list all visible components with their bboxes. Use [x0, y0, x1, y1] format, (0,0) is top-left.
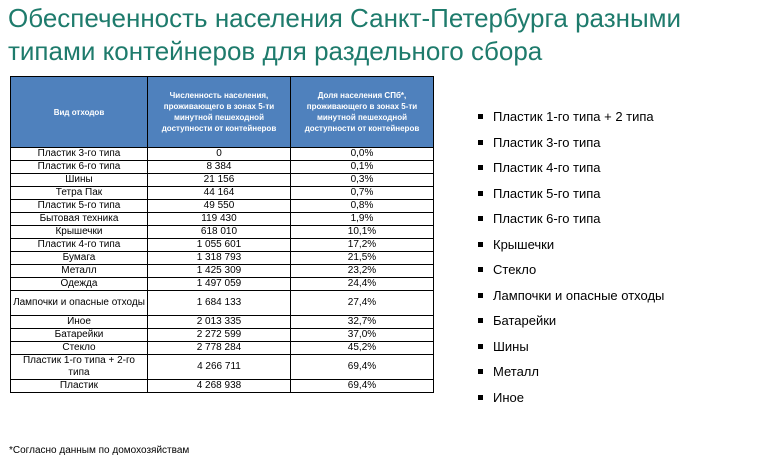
list-item-label: Батарейки: [493, 313, 557, 328]
cell-waste-type: Одежда: [11, 278, 148, 291]
bullet-icon: [478, 369, 483, 374]
bullet-icon: [478, 344, 483, 349]
table-row: [11, 174, 434, 187]
cell-population: 1 684 133: [147, 291, 290, 316]
table-header-row: [11, 77, 434, 148]
cell-population: 2 013 335: [147, 316, 290, 329]
bullet-icon: [478, 191, 483, 196]
cell-waste-type: Пластик 4-го типа: [11, 239, 148, 252]
header-share: Доля населения СПб*, проживающего в зонах 5-ти минутной пешеходной доступности от контейнеров: [290, 77, 433, 148]
bullet-icon: [478, 242, 483, 247]
cell-share: 0,8%: [290, 200, 433, 213]
cell-waste-type: Бытовая техника: [11, 213, 148, 226]
cell-waste-type: Металл: [11, 265, 148, 278]
cell-share: 10,1%: [290, 226, 433, 239]
table-row: [11, 316, 434, 329]
cell-share: 23,2%: [290, 265, 433, 278]
list-item-label: Иное: [493, 389, 524, 405]
cell-waste-type: Стекло: [11, 342, 148, 355]
list-item-label: Лампочки и опасные отходы: [493, 287, 665, 303]
bullet-icon: [478, 140, 483, 145]
list-item-label: Пластик 3-го типа: [493, 134, 601, 150]
table-row: [11, 355, 434, 380]
population-coverage-table: [10, 76, 434, 393]
cell-waste-type: Батарейки: [11, 329, 148, 342]
cell-population: 1 055 601: [147, 239, 290, 252]
list-item: [478, 257, 664, 283]
table-row: [11, 239, 434, 252]
cell-share: 0,7%: [290, 187, 433, 200]
list-item-label: Стекло: [493, 262, 537, 277]
table-row: [11, 342, 434, 355]
bullet-icon: [478, 165, 483, 170]
cell-share: 69,4%: [290, 355, 433, 380]
cell-population: 119 430: [147, 213, 290, 226]
cell-population: 4 266 711: [147, 355, 290, 380]
cell-share: 0,1%: [290, 161, 433, 174]
list-item: [478, 104, 664, 130]
cell-waste-type: Бумага: [11, 252, 148, 265]
list-item-label: Пластик 5-го типа: [493, 185, 601, 201]
list-item: [478, 385, 664, 411]
list-item: [478, 155, 664, 181]
cell-population: 21 156: [147, 174, 290, 187]
list-item: [478, 206, 664, 232]
bullet-icon: [478, 395, 483, 400]
bullet-icon: [478, 293, 483, 298]
cell-population: 2 778 284: [147, 342, 290, 355]
list-item: [478, 359, 664, 385]
cell-share: 27,4%: [290, 291, 433, 316]
cell-population: 8 384: [147, 161, 290, 174]
bullet-icon: [478, 318, 483, 323]
bullet-icon: [478, 216, 483, 221]
cell-share: 37,0%: [290, 329, 433, 342]
table-row: [11, 148, 434, 161]
bullet-icon: [478, 267, 483, 272]
cell-population: 1 497 059: [147, 278, 290, 291]
list-item: [478, 130, 664, 156]
table-row: [11, 329, 434, 342]
waste-type-list: [478, 104, 664, 410]
cell-population: 1 425 309: [147, 265, 290, 278]
cell-waste-type: Лампочки и опасные отходы: [11, 291, 148, 316]
cell-waste-type: Крышечки: [11, 226, 148, 239]
cell-waste-type: Пластик 5-го типа: [11, 200, 148, 213]
table-row: [11, 278, 434, 291]
cell-share: 1,9%: [290, 213, 433, 226]
list-item-label: Пластик 4-го типа: [493, 160, 601, 175]
table-row: [11, 200, 434, 213]
list-item-label: Пластик 6-го типа: [493, 211, 601, 226]
bullet-icon: [478, 114, 483, 119]
cell-waste-type: Пластик 3-го типа: [11, 148, 148, 161]
cell-population: 44 164: [147, 187, 290, 200]
cell-share: 0,3%: [290, 174, 433, 187]
table-row: [11, 380, 434, 393]
table-row: [11, 265, 434, 278]
header-population: Численность населения, проживающего в зонах 5-ти минутной пешеходной доступности от контейнеров: [147, 77, 290, 148]
cell-waste-type: Шины: [11, 174, 148, 187]
cell-population: 4 268 938: [147, 380, 290, 393]
list-item: [478, 181, 664, 207]
list-item-label: Крышечки: [493, 236, 555, 252]
list-item: [478, 308, 664, 334]
table-row: [11, 252, 434, 265]
list-item-label: Пластик 1-го типа + 2 типа: [493, 109, 654, 124]
table-row: [11, 226, 434, 239]
list-item: [478, 283, 664, 309]
cell-waste-type: Пластик: [11, 380, 148, 393]
cell-waste-type: Тетра Пак: [11, 187, 148, 200]
cell-share: 69,4%: [290, 380, 433, 393]
cell-share: 24,4%: [290, 278, 433, 291]
cell-population: 0: [147, 148, 290, 161]
cell-population: 2 272 599: [147, 329, 290, 342]
cell-population: 1 318 793: [147, 252, 290, 265]
list-item: [478, 232, 664, 258]
table-row: [11, 291, 434, 316]
cell-waste-type: Пластик 6-го типа: [11, 161, 148, 174]
list-item-label: Металл: [493, 364, 539, 379]
cell-waste-type: Иное: [11, 316, 148, 329]
cell-share: 21,5%: [290, 252, 433, 265]
cell-population: 618 010: [147, 226, 290, 239]
header-waste-type: Вид отходов: [11, 77, 148, 148]
list-item-label: Шины: [493, 338, 529, 354]
page-title: Обеспеченность населения Санкт-Петербурга разными типами контейнеров для раздельного сбора: [8, 3, 682, 66]
table-row: [11, 161, 434, 174]
table-row: [11, 213, 434, 226]
cell-share: 17,2%: [290, 239, 433, 252]
list-item: [478, 334, 664, 360]
cell-waste-type: Пластик 1-го типа + 2-го типа: [11, 355, 148, 380]
table-row: [11, 187, 434, 200]
cell-population: 49 550: [147, 200, 290, 213]
cell-share: 0,0%: [290, 148, 433, 161]
cell-share: 45,2%: [290, 342, 433, 355]
cell-share: 32,7%: [290, 316, 433, 329]
footnote: *Согласно данным по домохозяйствам: [9, 445, 190, 456]
